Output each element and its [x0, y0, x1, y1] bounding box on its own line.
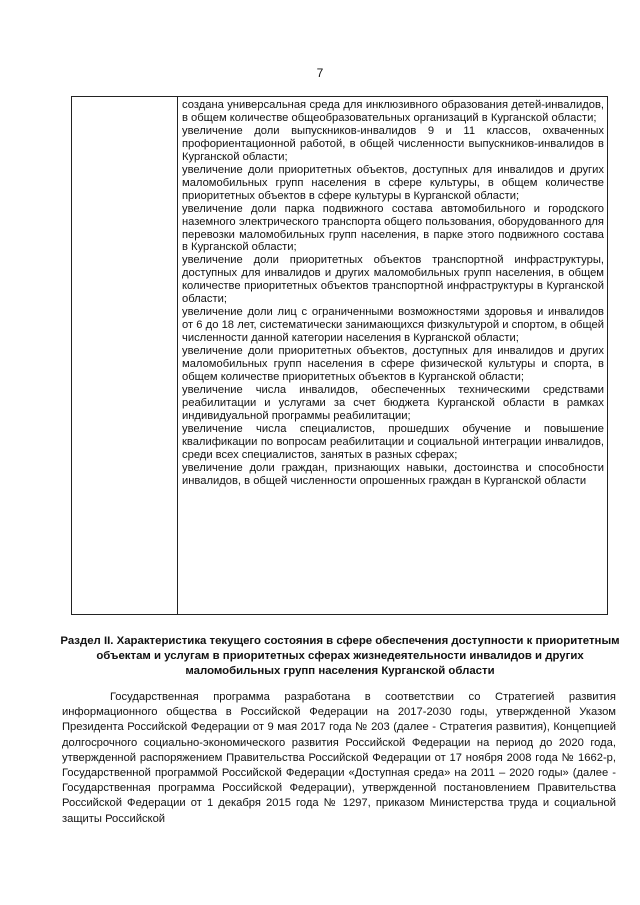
page-number: 7 — [316, 66, 324, 80]
table-item: увеличение доли лиц с ограниченными возможностями здоровья и инвалидов от 6 до 18 лет, систематически занимающихся физкультурой и спортом, в общей численности данной категории населения в Курганской области; — [182, 306, 604, 345]
table-item: увеличение доли выпускников-инвалидов 9 и 11 классов, охваченных профориентационной работой, в общей численности выпускников-инвалидов в Курганской области; — [182, 124, 604, 163]
table-item: увеличение доли приоритетных объектов, доступных для инвалидов и других маломобильных групп населения в сфере физической культуры и спорта, в общем количестве приоритетных объектов в Курганской области; — [182, 345, 604, 384]
table-item: увеличение доли парка подвижного состава автомобильного и городского наземного электрического транспорта общего пользования, оборудованного для перевозки маломобильных групп населения, в парке этого подвижного состава в Курганской области; — [182, 202, 604, 254]
table-item: создана универсальная среда для инклюзивного образования детей-инвалидов, в общем количестве общеобразовательных организаций в Курганской области; — [182, 99, 604, 124]
table-item: увеличение доли граждан, признающих навыки, достоинства и способности инвалидов, в общей численности опрошенных граждан в Курганской области — [182, 461, 604, 487]
section-paragraph-text: Государственная программа разработана в соответствии со Стратегией развития информационного общества в Российской Федерации на 2017-2030 годы, утвержденной Указом Президента Российской Федерации от 9 мая 2017 года № 203 (далее - Стратегия развития), Концепцией долгосрочного социально-экономического развития Российской Федерации на период до 2020 года, утвержденной распоряжением Правительства Российской Федерации от 17 ноября 2008 года № 1662-р, Государственной программой Российской Федерации «Доступная среда» на 2011 – 2020 годы» (далее - Государственная программа Российской Федерации), утвержденной постановлением Правительства Российской Федерации от 1 декабря 2015 года № 1297, приказом Министерства труда и социальной защиты Российской — [62, 691, 616, 825]
table-item: увеличение числа специалистов, прошедших обучение и повышение квалификации по вопросам реабилитации и социальной интеграции инвалидов, среди всех специалистов, занятых в разных сферах; — [182, 422, 604, 461]
table-item: увеличение числа инвалидов, обеспеченных техническими средствами реабилитации и услугами за счет бюджета Курганской области в рамках индивидуальной программы реабилитации; — [182, 383, 604, 422]
section-paragraph — [62, 690, 616, 827]
table-item: увеличение доли приоритетных объектов, доступных для инвалидов и других маломобильных групп населения в сфере культуры, в общем количестве приоритетных объектов в сфере культуры в Курганской области; — [182, 163, 604, 202]
table-right-cell — [178, 97, 607, 614]
table-item: увеличение доли приоритетных объектов транспортной инфраструктуры, доступных для инвалидов и других маломобильных групп населения, в общем количестве приоритетных объектов транспортной инфраструктуры в Курганской области; — [182, 254, 604, 306]
table-left-cell — [72, 97, 178, 614]
indicators-table — [71, 96, 608, 615]
section-heading: Раздел II. Характеристика текущего состояния в сфере обеспечения доступности к приоритетным объектам и услугам в приоритетных сферах жизнедеятельности инвалидов и других маломобильных групп населения Курганской области — [60, 635, 620, 677]
